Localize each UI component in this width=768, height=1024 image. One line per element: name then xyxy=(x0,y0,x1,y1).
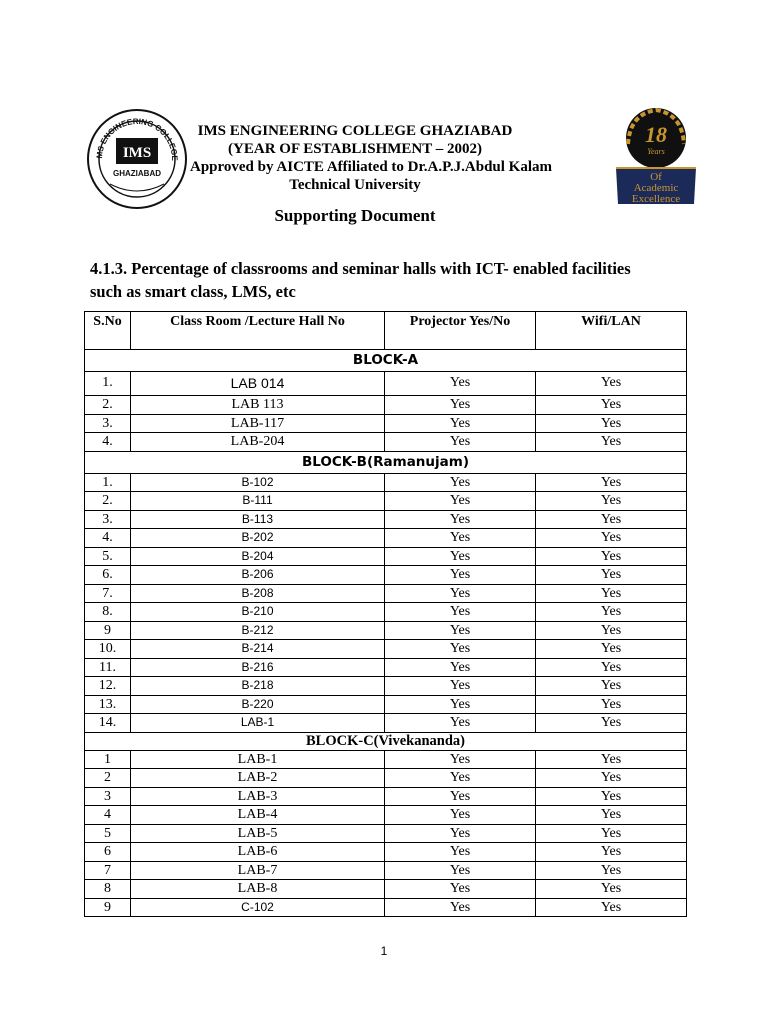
page-number: 1 xyxy=(380,944,388,958)
cell-sno: 3. xyxy=(85,510,131,529)
cell-sno: 1. xyxy=(85,473,131,492)
table-body xyxy=(85,350,687,917)
table-row xyxy=(85,414,687,433)
cell-projector: Yes xyxy=(385,414,536,433)
cell-projector: Yes xyxy=(385,861,536,880)
cell-sno: 2 xyxy=(85,769,131,788)
approval-line-1: Approved by AICTE Affiliated to Dr.A.P.J.Abdul Kalam xyxy=(190,159,553,175)
table-row xyxy=(85,621,687,640)
cell-projector: Yes xyxy=(385,621,536,640)
cell-sno: 4 xyxy=(85,806,131,825)
table-row xyxy=(85,492,687,511)
badge-years-word: Years xyxy=(647,147,665,156)
table-row xyxy=(85,787,687,806)
cell-projector: Yes xyxy=(385,396,536,415)
cell-room: LAB-117 xyxy=(131,414,385,433)
table-row xyxy=(85,372,687,396)
college-header xyxy=(190,122,553,194)
establishment-year: (YEAR OF ESTABLISHMENT – 2002) xyxy=(228,141,482,157)
ict-facilities-table xyxy=(84,311,687,917)
table-row xyxy=(85,843,687,862)
cell-sno: 4. xyxy=(85,433,131,452)
cell-sno: 12. xyxy=(85,677,131,696)
cell-projector: Yes xyxy=(385,824,536,843)
cell-room: LAB 014 xyxy=(131,372,385,396)
seal-top-text: MS ENGINEERING COLLEGE xyxy=(94,116,180,161)
seal-bottom-text: GHAZIABAD xyxy=(113,169,161,178)
cell-projector: Yes xyxy=(385,658,536,677)
cell-sno: 6 xyxy=(85,843,131,862)
table-row xyxy=(85,473,687,492)
cell-wifi: Yes xyxy=(536,695,687,714)
block-heading-row xyxy=(85,451,687,473)
header-room: Class Room /Lecture Hall No xyxy=(131,312,385,350)
cell-wifi: Yes xyxy=(536,492,687,511)
cell-room: LAB 113 xyxy=(131,396,385,415)
cell-room: LAB-6 xyxy=(131,843,385,862)
table-row xyxy=(85,769,687,788)
table-row xyxy=(85,714,687,733)
academic-excellence-badge xyxy=(610,104,702,206)
badge-line-3: Excellence xyxy=(631,193,681,205)
cell-room: LAB-8 xyxy=(131,880,385,899)
cell-room: B-220 xyxy=(131,695,385,714)
block-heading-row xyxy=(85,350,687,372)
cell-sno: 6. xyxy=(85,566,131,585)
cell-wifi: Yes xyxy=(536,621,687,640)
cell-projector: Yes xyxy=(385,433,536,452)
block-heading-row xyxy=(85,732,687,750)
cell-sno: 9 xyxy=(85,621,131,640)
cell-room: B-202 xyxy=(131,529,385,548)
cell-projector: Yes xyxy=(385,603,536,622)
cell-projector: Yes xyxy=(385,372,536,396)
cell-wifi: Yes xyxy=(536,396,687,415)
cell-room: LAB-2 xyxy=(131,769,385,788)
table-row xyxy=(85,433,687,452)
cell-projector: Yes xyxy=(385,529,536,548)
cell-wifi: Yes xyxy=(536,603,687,622)
cell-room: B-206 xyxy=(131,566,385,585)
table-row xyxy=(85,584,687,603)
cell-wifi: Yes xyxy=(536,640,687,659)
cell-projector: Yes xyxy=(385,880,536,899)
criterion-heading xyxy=(90,257,690,303)
cell-room: B-218 xyxy=(131,677,385,696)
cell-projector: Yes xyxy=(385,714,536,733)
cell-room: LAB-4 xyxy=(131,806,385,825)
table-row xyxy=(85,603,687,622)
table-row xyxy=(85,658,687,677)
table-row xyxy=(85,861,687,880)
cell-sno: 9 xyxy=(85,898,131,917)
cell-projector: Yes xyxy=(385,677,536,696)
table-row xyxy=(85,510,687,529)
cell-room: LAB-204 xyxy=(131,433,385,452)
cell-room: B-214 xyxy=(131,640,385,659)
cell-wifi: Yes xyxy=(536,510,687,529)
college-name: IMS ENGINEERING COLLEGE GHAZIABAD xyxy=(197,123,513,139)
cell-sno: 10. xyxy=(85,640,131,659)
table-row xyxy=(85,824,687,843)
cell-sno: 13. xyxy=(85,695,131,714)
cell-room: B-102 xyxy=(131,473,385,492)
document-subtitle: Supporting Document xyxy=(274,206,436,225)
badge-years-number: 18 xyxy=(645,122,667,147)
header-wifi: Wifi/LAN xyxy=(536,312,687,350)
cell-wifi: Yes xyxy=(536,750,687,769)
cell-sno: 4. xyxy=(85,529,131,548)
table-header-row xyxy=(85,312,687,350)
table-row xyxy=(85,750,687,769)
cell-room: LAB-7 xyxy=(131,861,385,880)
college-seal-logo xyxy=(86,108,188,210)
badge-line-2: Academic xyxy=(633,182,679,194)
cell-sno: 3 xyxy=(85,787,131,806)
badge-line-1: Of xyxy=(650,171,662,183)
cell-wifi: Yes xyxy=(536,566,687,585)
cell-wifi: Yes xyxy=(536,806,687,825)
cell-projector: Yes xyxy=(385,769,536,788)
table-row xyxy=(85,396,687,415)
cell-sno: 2. xyxy=(85,396,131,415)
table-row xyxy=(85,640,687,659)
cell-room: B-212 xyxy=(131,621,385,640)
cell-sno: 7. xyxy=(85,584,131,603)
table-row xyxy=(85,695,687,714)
table-row xyxy=(85,898,687,917)
cell-wifi: Yes xyxy=(536,714,687,733)
table-row xyxy=(85,566,687,585)
cell-room: LAB-1 xyxy=(131,750,385,769)
cell-room: B-208 xyxy=(131,584,385,603)
cell-sno: 1 xyxy=(85,750,131,769)
cell-projector: Yes xyxy=(385,473,536,492)
criterion-line-2: such as smart class, LMS, etc xyxy=(90,282,296,301)
cell-sno: 5. xyxy=(85,547,131,566)
cell-projector: Yes xyxy=(385,640,536,659)
cell-wifi: Yes xyxy=(536,898,687,917)
cell-room: LAB-5 xyxy=(131,824,385,843)
cell-room: B-204 xyxy=(131,547,385,566)
cell-wifi: Yes xyxy=(536,529,687,548)
cell-projector: Yes xyxy=(385,750,536,769)
cell-wifi: Yes xyxy=(536,547,687,566)
table-row xyxy=(85,547,687,566)
cell-projector: Yes xyxy=(385,492,536,511)
cell-room: B-210 xyxy=(131,603,385,622)
criterion-line-1: 4.1.3. Percentage of classrooms and seminar halls with ICT- enabled facilities xyxy=(90,259,631,278)
cell-projector: Yes xyxy=(385,566,536,585)
cell-wifi: Yes xyxy=(536,843,687,862)
cell-wifi: Yes xyxy=(536,824,687,843)
cell-projector: Yes xyxy=(385,898,536,917)
cell-sno: 8. xyxy=(85,603,131,622)
block-title: BLOCK-B(Ramanujam) xyxy=(85,451,687,473)
cell-sno: 7 xyxy=(85,861,131,880)
cell-sno: 1. xyxy=(85,372,131,396)
cell-wifi: Yes xyxy=(536,769,687,788)
cell-wifi: Yes xyxy=(536,473,687,492)
cell-sno: 11. xyxy=(85,658,131,677)
cell-sno: 3. xyxy=(85,414,131,433)
cell-wifi: Yes xyxy=(536,787,687,806)
header-projector: Projector Yes/No xyxy=(385,312,536,350)
cell-projector: Yes xyxy=(385,584,536,603)
cell-wifi: Yes xyxy=(536,658,687,677)
table-row xyxy=(85,677,687,696)
cell-wifi: Yes xyxy=(536,880,687,899)
seal-center-text: IMS xyxy=(122,145,152,161)
cell-wifi: Yes xyxy=(536,433,687,452)
cell-room: LAB-1 xyxy=(131,714,385,733)
block-title: BLOCK-A xyxy=(85,350,687,372)
table-row xyxy=(85,529,687,548)
cell-room: B-113 xyxy=(131,510,385,529)
cell-wifi: Yes xyxy=(536,584,687,603)
cell-projector: Yes xyxy=(385,547,536,566)
cell-wifi: Yes xyxy=(536,372,687,396)
cell-sno: 5 xyxy=(85,824,131,843)
cell-wifi: Yes xyxy=(536,861,687,880)
cell-projector: Yes xyxy=(385,510,536,529)
cell-projector: Yes xyxy=(385,787,536,806)
cell-projector: Yes xyxy=(385,695,536,714)
cell-sno: 14. xyxy=(85,714,131,733)
cell-wifi: Yes xyxy=(536,677,687,696)
cell-room: C-102 xyxy=(131,898,385,917)
cell-wifi: Yes xyxy=(536,414,687,433)
cell-room: B-216 xyxy=(131,658,385,677)
block-title: BLOCK-C(Vivekananda) xyxy=(85,732,687,750)
table-row xyxy=(85,880,687,899)
cell-sno: 2. xyxy=(85,492,131,511)
header-sno: S.No xyxy=(85,312,131,350)
cell-projector: Yes xyxy=(385,806,536,825)
table-row xyxy=(85,806,687,825)
cell-projector: Yes xyxy=(385,843,536,862)
cell-room: LAB-3 xyxy=(131,787,385,806)
cell-room: B-111 xyxy=(131,492,385,511)
approval-line-2: Technical University xyxy=(289,177,421,193)
cell-sno: 8 xyxy=(85,880,131,899)
